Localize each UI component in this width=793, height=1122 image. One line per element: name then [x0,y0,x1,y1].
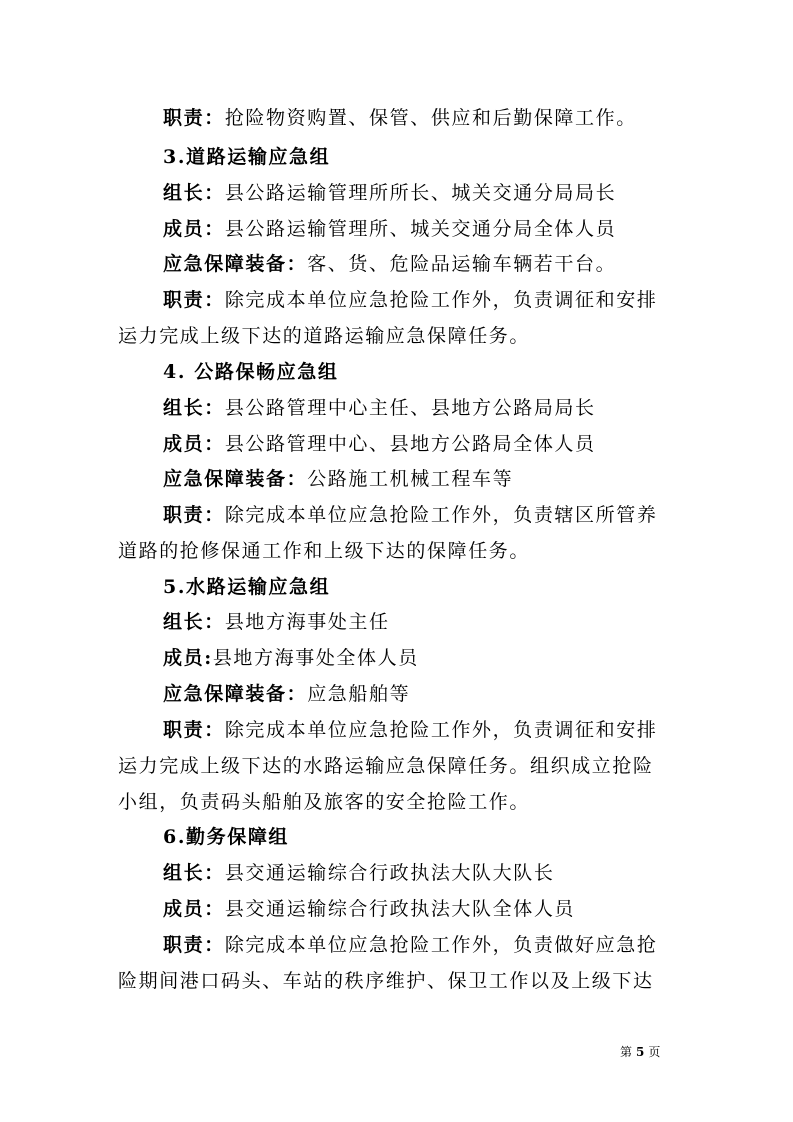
field-label: 组长： [163,862,225,884]
field-text: 县公路管理中心主任、县地方公路局局长 [224,397,596,419]
paragraph-leader [163,860,683,886]
paragraph-duty [163,502,683,528]
field-text: 县地方海事处全体人员 [212,647,419,669]
page-number-suffix: 页 [648,1045,661,1059]
field-text: 除完成本单位应急抢险工作外，负责做好应急抢 [224,934,658,956]
paragraph-leader [163,609,683,635]
paragraph-continuation: 小组，负责码头船舶及旅客的安全抢险工作。 [118,791,531,813]
paragraph-duty [163,717,683,743]
field-label: 应急保障装备： [163,253,308,275]
paragraph-members [163,431,683,457]
field-label: 组长： [163,182,225,204]
field-text: 县地方海事处主任 [224,611,390,633]
page-number-value: 5 [636,1045,645,1059]
paragraph-duty [163,287,683,313]
page-number [620,1044,680,1060]
field-label: 成员： [163,433,225,455]
field-label: 成员： [163,218,225,240]
field-label: 职责： [163,934,225,956]
section-heading: 4. 公路保畅应急组 [163,361,339,383]
section-heading: 3.道路运输应急组 [163,146,331,168]
field-label: 应急保障装备： [163,683,308,705]
field-text: 县公路运输管理所所长、城关交通分局局长 [224,182,617,204]
field-text: 除完成本单位应急抢险工作外，负责调征和安排 [224,289,658,311]
field-text: 县公路运输管理所、城关交通分局全体人员 [224,218,617,240]
field-label: 成员： [163,898,225,920]
field-label: 职责： [163,504,225,526]
paragraph-members [163,645,683,671]
field-text: 抢险物资购置、保管、供应和后勤保障工作。 [224,107,637,129]
field-label: 组长： [163,611,225,633]
paragraph-continuation: 道路的抢修保通工作和上级下达的保障任务。 [118,540,531,562]
paragraph-continuation: 运力完成上级下达的水路运输应急保障任务。组织成立抢险 [118,755,654,777]
paragraph-leader [163,180,683,206]
field-label: 职责： [163,719,225,741]
field-text: 客、货、危险品运输车辆若干台。 [307,253,617,275]
paragraph-leader [163,395,683,421]
field-label: 职责： [163,289,225,311]
paragraph-duty [163,105,683,131]
field-text: 除完成本单位应急抢险工作外，负责辖区所管养 [224,504,658,526]
field-label: 成员: [163,647,213,669]
section-heading: 5.水路运输应急组 [163,576,331,598]
field-text: 应急船舶等 [307,683,411,705]
field-text: 公路施工机械工程车等 [307,468,514,490]
field-text: 县交通运输综合行政执法大队全体人员 [224,898,576,920]
field-label: 组长： [163,397,225,419]
page-number-prefix: 第 [620,1045,633,1059]
paragraph-members [163,896,683,922]
field-text: 县公路管理中心、县地方公路局全体人员 [224,433,596,455]
field-label: 应急保障装备： [163,468,308,490]
paragraph-continuation: 险期间港口码头、车站的秩序维护、保卫工作以及上级下达 [118,970,654,992]
field-text: 县交通运输综合行政执法大队大队长 [224,862,555,884]
paragraph-continuation: 运力完成上级下达的道路运输应急保障任务。 [118,325,531,347]
paragraph-members [163,216,683,242]
paragraph-equipment [163,681,683,707]
paragraph-equipment [163,251,683,277]
section-heading: 6.勤务保障组 [163,826,290,848]
field-label: 职责： [163,107,225,129]
field-text: 除完成本单位应急抢险工作外，负责调征和安排 [224,719,658,741]
paragraph-duty [163,932,683,958]
paragraph-equipment [163,466,683,492]
